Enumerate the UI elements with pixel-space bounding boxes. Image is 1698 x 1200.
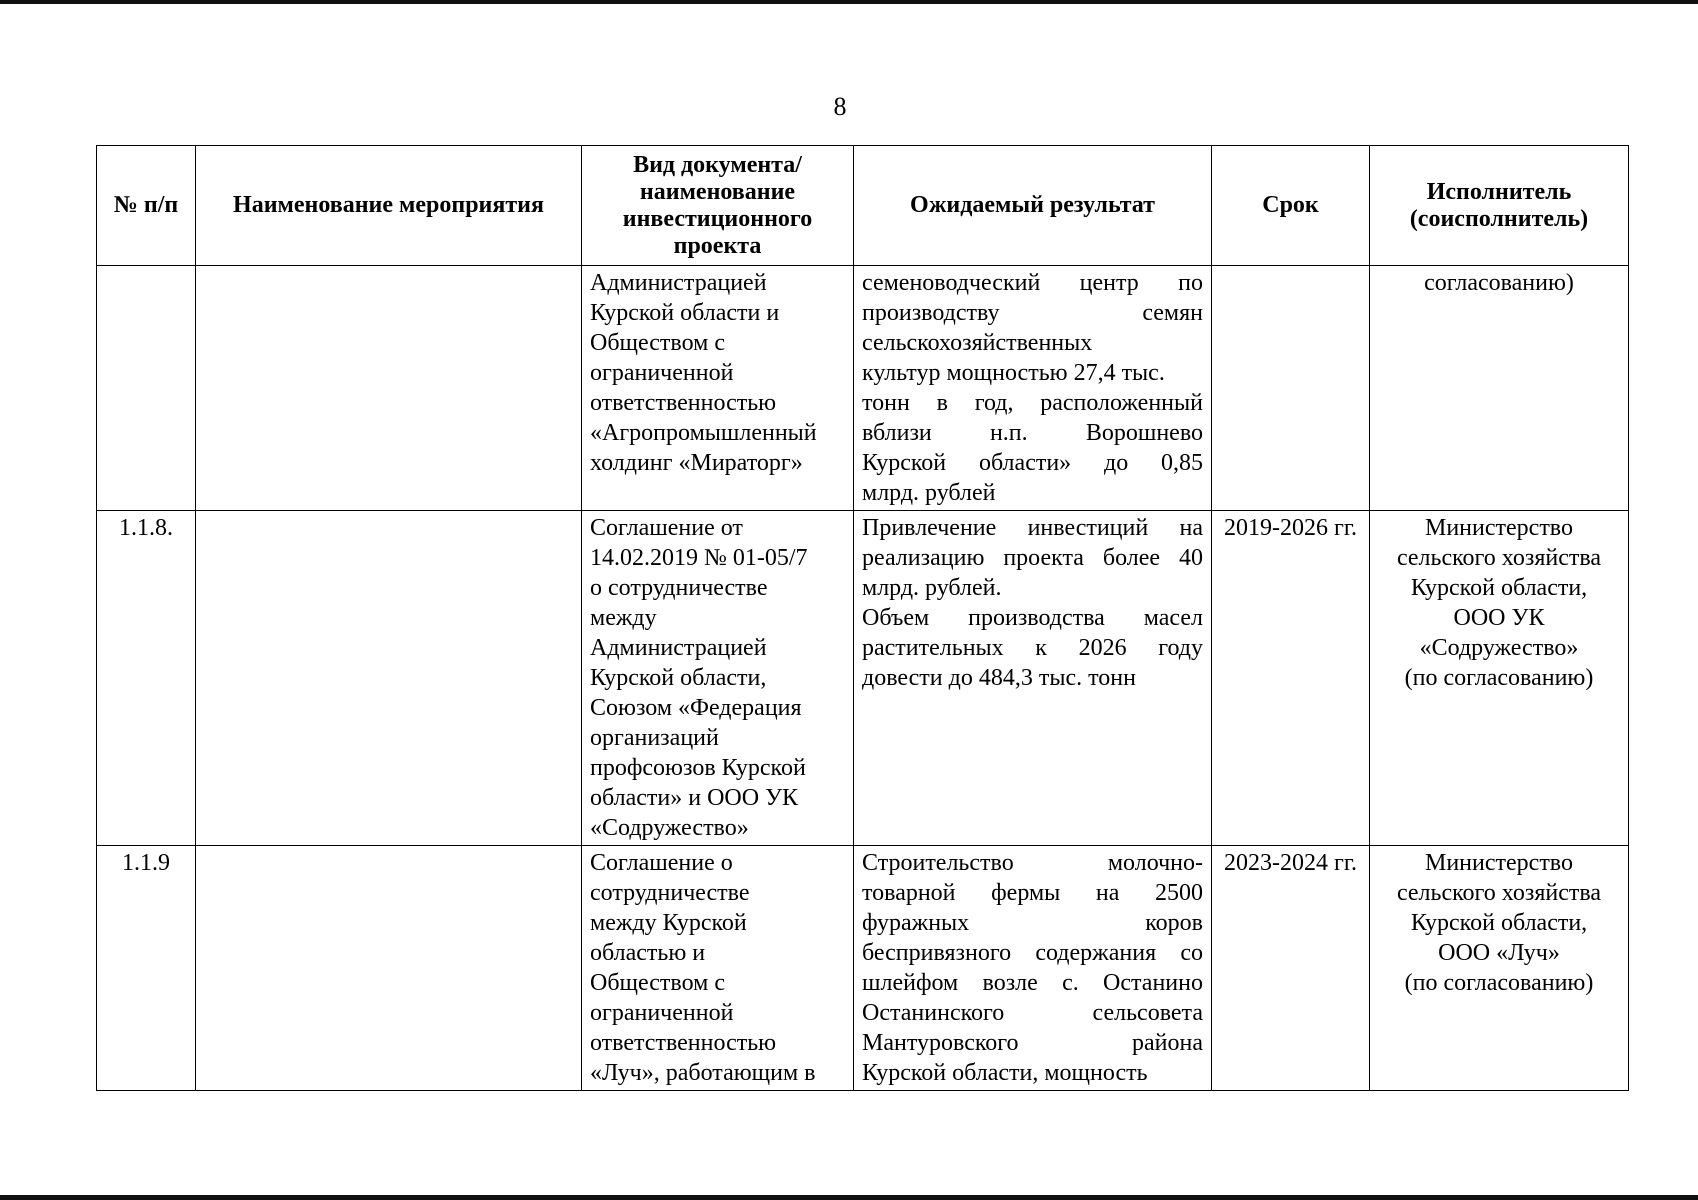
row-expected-result — [854, 266, 1212, 511]
row-expected-result — [854, 846, 1212, 1091]
activities-table — [96, 145, 1629, 1091]
cell-line: фуражных коров — [862, 910, 1203, 936]
cell-line: (по согласованию) — [1404, 970, 1594, 996]
cell-line: профсоюзов Курской — [590, 755, 806, 781]
cell-line: ответственностью — [590, 1030, 777, 1056]
cell-line: между — [590, 605, 657, 631]
row-document — [582, 511, 854, 846]
page-number: 8 — [833, 92, 847, 121]
row-term: 2023-2024 гг. — [1212, 846, 1370, 1091]
table-body — [97, 266, 1629, 1091]
cell-line: Останинского сельсовета — [862, 1000, 1203, 1026]
header-executor: Исполнитель (соисполнитель) — [1370, 146, 1629, 266]
cell-line: шлейфом возле с. Останино — [862, 970, 1203, 996]
cell-line: товарной фермы на 2500 — [862, 880, 1203, 906]
scan-edge-bottom — [0, 1195, 1698, 1200]
scan-edge-top — [0, 0, 1698, 4]
cell-line: «Содружество» — [1419, 635, 1579, 661]
cell-line: «Агропромышленный — [590, 420, 817, 446]
row-num: 1.1.8. — [97, 511, 196, 846]
cell-line: Строительство молочно- — [862, 850, 1203, 876]
cell-line: организаций — [590, 725, 719, 751]
cell-line: сельскохозяйственных — [862, 330, 1093, 356]
cell-line: Курской области» до 0,85 — [862, 450, 1203, 476]
row-activity-name — [196, 511, 582, 846]
header-num: № п/п — [97, 146, 196, 266]
cell-line: довести до 484,3 тыс. тонн — [862, 665, 1136, 691]
table-header — [97, 146, 1629, 266]
cell-line: тонн в год, расположенный — [862, 390, 1203, 416]
cell-line: холдинг «Мираторг» — [590, 450, 803, 476]
cell-line: «Луч», работающим в — [590, 1060, 816, 1086]
cell-line: Мантуровского района — [862, 1030, 1203, 1056]
row-num — [97, 266, 196, 511]
row-activity-name — [196, 266, 582, 511]
table-header-row — [97, 146, 1629, 266]
cell-line: ответственностью — [590, 390, 777, 416]
row-document — [582, 846, 854, 1091]
cell-line: реализацию проекта более 40 — [862, 545, 1203, 571]
row-term — [1212, 266, 1370, 511]
cell-line: млрд. рублей — [862, 480, 996, 506]
cell-line: Союзом «Федерация — [590, 695, 802, 721]
row-executor — [1370, 846, 1629, 1091]
cell-line: беспривязного содержания со — [862, 940, 1203, 966]
cell-line: Курской области, — [1410, 910, 1588, 936]
row-executor — [1370, 511, 1629, 846]
cell-line: производству семян — [862, 300, 1203, 326]
cell-line: Соглашение от — [590, 515, 743, 541]
header-term: Срок — [1212, 146, 1370, 266]
cell-line: между Курской — [590, 910, 747, 936]
cell-line: ограниченной — [590, 1000, 734, 1026]
cell-line: млрд. рублей. — [862, 575, 1002, 601]
row-expected-result — [854, 511, 1212, 846]
cell-line: о сотрудничестве — [590, 575, 768, 601]
cell-line: Привлечение инвестиций на — [862, 515, 1203, 541]
row-executor — [1370, 266, 1629, 511]
cell-line: Министерство — [1425, 850, 1573, 876]
cell-line: «Содружество» — [590, 815, 749, 841]
cell-line: Администрацией — [590, 270, 767, 296]
cell-line: согласованию) — [1424, 270, 1574, 296]
cell-line: Объем производства масел — [862, 605, 1203, 631]
cell-line: Обществом с — [590, 330, 725, 356]
cell-line: ООО «Луч» — [1438, 940, 1560, 966]
cell-line: Курской области, мощность — [862, 1060, 1148, 1086]
cell-line: (по согласованию) — [1404, 665, 1594, 691]
row-num: 1.1.9 — [97, 846, 196, 1091]
header-name: Наименование мероприятия — [196, 146, 582, 266]
cell-line: 14.02.2019 № 01-05/7 — [590, 545, 808, 571]
cell-line: Обществом с — [590, 970, 725, 996]
cell-line: Администрацией — [590, 635, 767, 661]
cell-line: растительных к 2026 году — [862, 635, 1203, 661]
cell-line: Курской области, — [1410, 575, 1588, 601]
cell-line: Курской области и — [590, 300, 780, 326]
cell-line: областью и — [590, 940, 706, 966]
cell-line: сельского хозяйства — [1396, 545, 1602, 571]
cell-line: Курской области, — [590, 665, 767, 691]
cell-line: ограниченной — [590, 360, 734, 386]
cell-line: области» и ООО УК — [590, 785, 799, 811]
table-row — [97, 846, 1629, 1091]
header-doc: Вид документа/ наименование инвестиционного проекта — [582, 146, 854, 266]
row-activity-name — [196, 846, 582, 1091]
cell-line: семеноводческий центр по — [862, 270, 1203, 296]
cell-line: Министерство — [1425, 515, 1573, 541]
table-row — [97, 266, 1629, 511]
row-document — [582, 266, 854, 511]
cell-line: вблизи н.п. Ворошнево — [862, 420, 1203, 446]
cell-line: сельского хозяйства — [1396, 880, 1602, 906]
row-term: 2019-2026 гг. — [1212, 511, 1370, 846]
table-row — [97, 511, 1629, 846]
cell-line: Соглашение о — [590, 850, 733, 876]
cell-line: сотрудничестве — [590, 880, 750, 906]
header-result: Ожидаемый результат — [854, 146, 1212, 266]
cell-line: ООО УК — [1453, 605, 1545, 631]
cell-line: культур мощностью 27,4 тыс. — [862, 360, 1165, 386]
